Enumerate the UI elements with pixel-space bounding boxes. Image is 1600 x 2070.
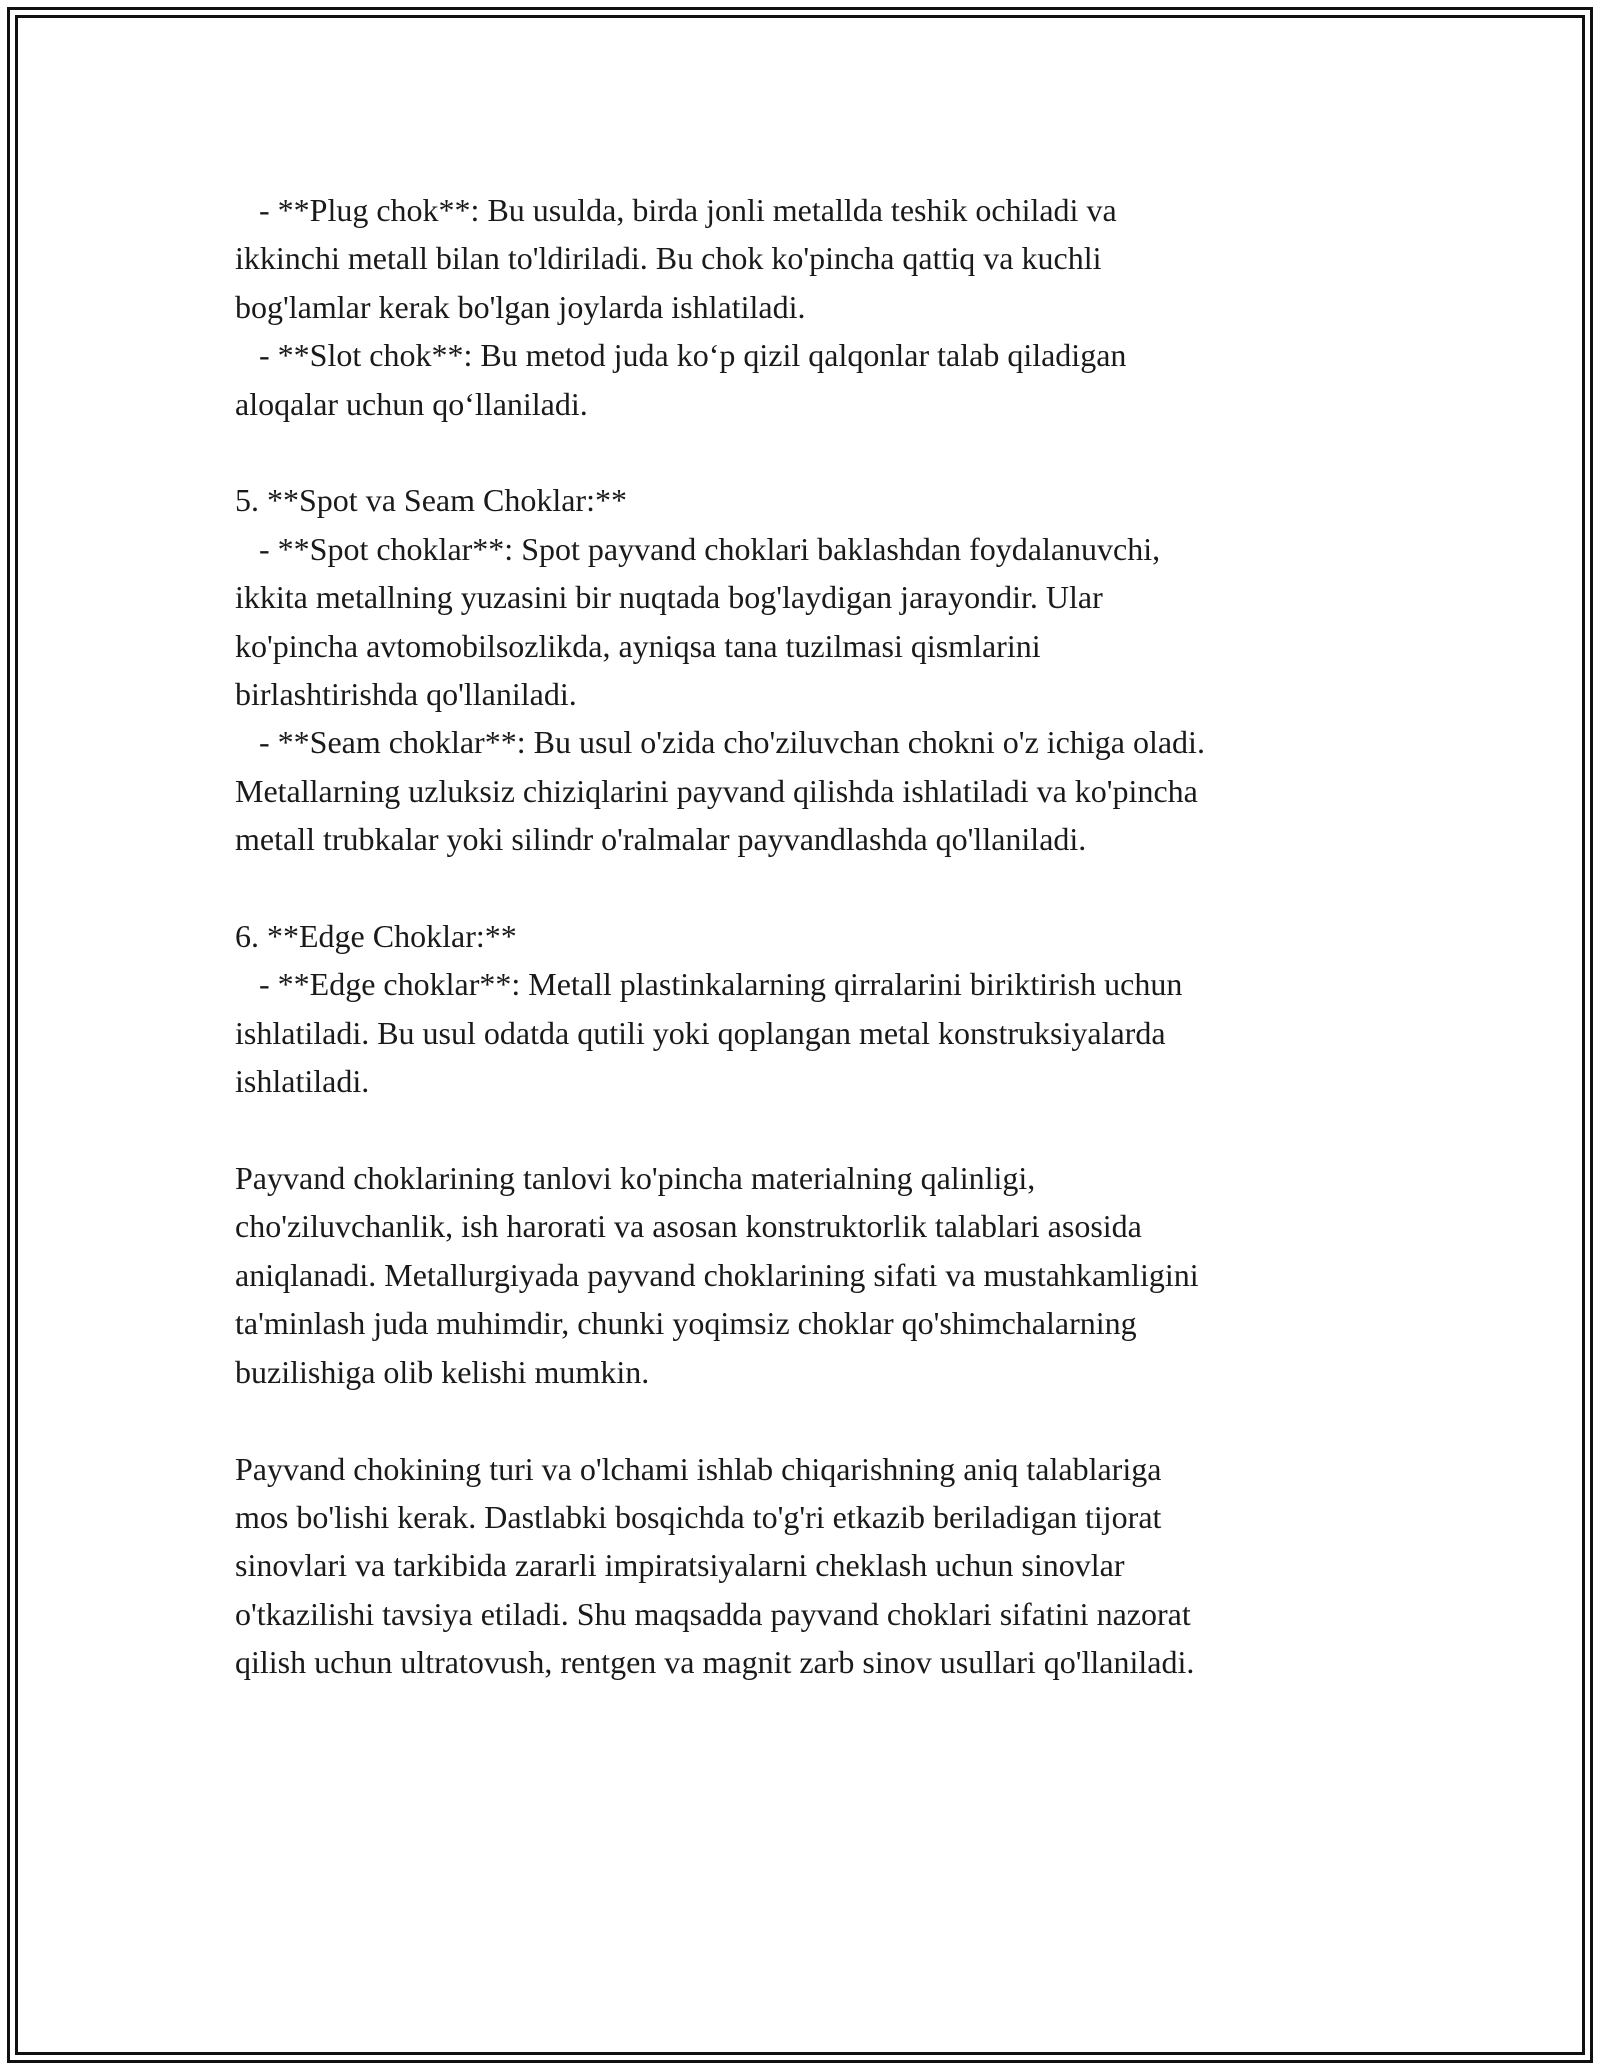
text-line: aloqalar uchun qo‘llaniladi. xyxy=(235,385,588,422)
text-line: Metallarning uzluksiz chiziqlarini payvand qilishda ishlatiladi va ko'pincha xyxy=(235,772,1198,809)
text-line: ikkita metallning yuzasini bir nuqtada bog'laydigan jarayondir. Ular xyxy=(235,579,1103,616)
section-heading: 6. **Edge Choklar:** xyxy=(235,918,517,955)
text-line: - **Seam choklar**: Bu usul o'zida cho'ziluvchan chokni o'z ichiga oladi. xyxy=(235,724,1205,761)
text-line: ta'minlash juda muhimdir, chunki yoqimsiz choklar qo'shimchalarning xyxy=(235,1305,1137,1342)
text-line: - **Plug chok**: Bu usulda, birda jonli metallda teshik ochiladi va xyxy=(235,192,1117,228)
text-line: sinovlari va tarkibida zararli impiratsiyalarni cheklash uchun sinovlar xyxy=(235,1547,1125,1584)
text-line: ikkinchi metall bilan to'ldiriladi. Bu chok ko'pincha qattiq va kuchli xyxy=(235,240,1102,277)
section-heading: 5. **Spot va Seam Choklar:** xyxy=(235,482,627,519)
text-line: - **Slot chok**: Bu metod juda ko‘p qizil qalqonlar talab qiladigan xyxy=(235,337,1127,374)
text-line: ishlatiladi. xyxy=(235,1063,370,1100)
text-line: - **Edge choklar**: Metall plastinkalarning qirralarini biriktirish uchun xyxy=(235,966,1183,1003)
text-line: Payvand choklarining tanlovi ko'pincha materialning qalinligi, xyxy=(235,1160,1036,1197)
text-line: aniqlanadi. Metallurgiyada payvand choklarining sifati va mustahkamligini xyxy=(235,1256,1199,1293)
text-line: qilish uchun ultratovush, rentgen va magnit zarb sinov usullari qo'llaniladi. xyxy=(235,1644,1195,1681)
text-line: mos bo'lishi kerak. Dastlabki bosqichda to'g'ri etkazib beriladigan tijorat xyxy=(235,1498,1162,1535)
text-line: metall trubkalar yoki silindr o'ralmalar payvandlashda qo'llaniladi. xyxy=(235,821,1087,858)
text-line: ishlatiladi. Bu usul odatda qutili yoki qoplangan metal konstruksiyalarda xyxy=(235,1014,1166,1051)
text-line: cho'ziluvchanlik, ish harorati va asosan konstruktorlik talablari asosida xyxy=(235,1208,1142,1245)
blank-line xyxy=(235,1396,1375,1444)
document-body xyxy=(235,186,1375,1687)
text-line: birlashtirishda qo'llaniladi. xyxy=(235,676,577,713)
blank-line xyxy=(235,428,1375,476)
blank-line xyxy=(235,864,1375,912)
text-line: bog'lamlar kerak bo'lgan joylarda ishlatiladi. xyxy=(235,288,806,325)
text-line: o'tkazilishi tavsiya etiladi. Shu maqsadda payvand choklari sifatini nazorat xyxy=(235,1595,1191,1632)
text-line: Payvand chokining turi va o'lchami ishlab chiqarishning aniq talablariga xyxy=(235,1450,1162,1487)
blank-line xyxy=(235,1106,1375,1154)
text-line: - **Spot choklar**: Spot payvand choklari baklashdan foydalanuvchi, xyxy=(235,530,1161,567)
text-line: buzilishiga olib kelishi mumkin. xyxy=(235,1353,650,1390)
text-line: ko'pincha avtomobilsozlikda, ayniqsa tana tuzilmasi qismlarini xyxy=(235,627,1041,664)
